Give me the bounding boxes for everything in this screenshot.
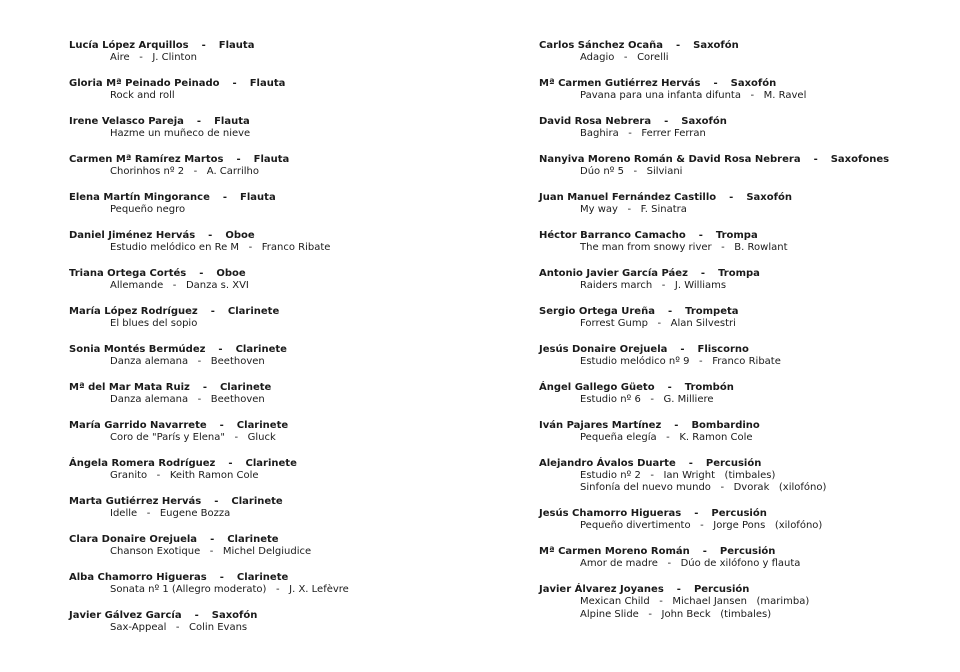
performer-line <box>539 78 949 90</box>
piece-list <box>69 394 499 406</box>
instrument: Trompa <box>718 268 760 279</box>
piece-list <box>539 280 949 292</box>
performer-name: Mª del Mar Mata Ruiz <box>69 382 190 393</box>
performer-name: Alejandro Ávalos Duarte <box>539 458 676 469</box>
piece-line: El blues del sopio <box>110 318 198 330</box>
piece-line: Pequeño negro <box>110 204 186 216</box>
piece-line: Estudio nº 2 - Ian Wright (timbales) <box>580 470 776 482</box>
performer-name: Jesús Donaire Orejuela <box>539 344 668 355</box>
separator: - <box>667 306 673 317</box>
performer-line <box>69 458 499 470</box>
performer-name: Triana Ortega Cortés <box>69 268 187 279</box>
program-entry <box>539 420 949 444</box>
program-entry <box>69 420 499 444</box>
performer-name: Antonio Javier García Páez <box>539 268 688 279</box>
piece-list <box>69 52 499 64</box>
performer-name: Javier Álvarez Joyanes <box>539 584 664 596</box>
separator: - <box>222 192 228 203</box>
program-entry <box>539 230 949 254</box>
performer-name: Ángel Gallego Güeto <box>539 382 655 393</box>
performer-line <box>69 78 499 90</box>
performer-name: Alba Chamorro Higueras <box>69 572 207 583</box>
instrument: Oboe <box>216 268 246 279</box>
program-entry <box>539 458 949 495</box>
performer-name: Carlos Sánchez Ocaña <box>539 40 663 51</box>
instrument: Flauta <box>240 192 276 203</box>
instrument: Percusión <box>711 508 767 520</box>
piece-line: Raiders march - J. Williams <box>580 280 727 292</box>
piece-list <box>539 52 949 64</box>
piece-list <box>69 584 499 596</box>
instrument: Flauta <box>218 40 255 51</box>
piece-list <box>539 356 949 368</box>
piece-list <box>539 90 949 102</box>
piece-line: Chanson Exotique - Michel Delgiudice <box>110 546 312 558</box>
program-entry <box>69 116 499 140</box>
piece-list <box>69 318 499 330</box>
piece-list <box>539 558 949 570</box>
instrument: Flauta <box>249 78 286 89</box>
performer-line <box>69 610 499 622</box>
program-entry <box>69 154 499 178</box>
performer-name: Clara Donaire Orejuela <box>69 534 198 545</box>
program-entry <box>69 230 499 254</box>
performer-name: Marta Gutiérrez Hervás <box>69 496 202 507</box>
separator: - <box>700 268 706 279</box>
piece-line: Estudio melódico nº 9 - Franco Ribate <box>580 356 781 368</box>
piece-line: Pequeña elegía - K. Ramon Cole <box>580 432 753 444</box>
piece-line: Adagio - Corelli <box>580 52 669 64</box>
program-entry <box>69 572 499 596</box>
performer-name: Daniel Jiménez Hervás <box>69 230 196 241</box>
separator: - <box>702 546 707 558</box>
program-entry <box>539 546 949 570</box>
program-entry <box>539 306 949 330</box>
performer-name: Elena Martín Mingorance <box>69 192 210 203</box>
piece-list <box>69 356 499 368</box>
instrument: Saxofón <box>746 192 792 203</box>
piece-list <box>539 394 949 406</box>
separator: - <box>228 458 233 469</box>
piece-line: Pequeño divertimento - Jorge Pons (xilofóno) <box>580 520 823 532</box>
separator: - <box>676 584 681 596</box>
instrument: Clarinete <box>236 572 289 583</box>
piece-list <box>539 596 949 620</box>
instrument: Oboe <box>225 230 255 241</box>
performer-line <box>539 458 949 470</box>
instrument: Bombardino <box>691 420 760 431</box>
performer-line <box>539 546 949 558</box>
piece-line: Sax-Appeal - Colin Evans <box>110 622 248 634</box>
piece-line: Rock and roll <box>110 90 175 102</box>
instrument: Saxofones <box>830 154 890 165</box>
separator: - <box>218 344 223 355</box>
piece-line: Sinfonía del nuevo mundo - Dvorak (xilofóno) <box>580 482 827 494</box>
performer-name: Javier Gálvez García <box>69 610 182 621</box>
separator: - <box>674 420 679 431</box>
performer-line <box>539 420 949 432</box>
performer-line <box>69 154 499 166</box>
program-entry <box>69 40 499 64</box>
instrument: Trompeta <box>685 306 739 317</box>
separator: - <box>713 78 718 89</box>
performer-line <box>69 230 499 242</box>
separator: - <box>688 458 693 469</box>
performer-line <box>69 534 499 546</box>
separator: - <box>232 78 237 89</box>
program-entry <box>69 534 499 558</box>
piece-list <box>69 432 499 444</box>
piece-line: Estudio melódico en Re M - Franco Ribate <box>110 242 331 254</box>
separator: - <box>676 40 681 51</box>
program-entry <box>69 610 499 634</box>
separator: - <box>219 572 224 583</box>
piece-list <box>539 128 949 140</box>
performer-name: María Garrido Navarrete <box>69 420 207 431</box>
instrument: Flauta <box>253 154 290 165</box>
separator: - <box>199 268 204 279</box>
performer-line <box>539 508 949 520</box>
piece-line: Hazme un muñeco de nieve <box>110 128 251 140</box>
performer-line <box>69 420 499 432</box>
instrument: Percusión <box>693 584 750 596</box>
instrument: Clarinete <box>227 534 279 545</box>
piece-list <box>69 242 499 254</box>
piece-line: Dúo nº 5 - Silviani <box>580 166 683 178</box>
performer-name: Sonia Montés Bermúdez <box>69 344 206 355</box>
performer-name: Jesús Chamorro Higueras <box>539 508 682 520</box>
performer-name: Héctor Barranco Camacho <box>539 230 686 241</box>
piece-line: Mexican Child - Michael Jansen (marimba) <box>580 596 810 608</box>
instrument: Trombón <box>684 382 734 393</box>
piece-line: Sonata nº 1 (Allegro moderato) - J. X. Lefèvre <box>110 584 349 596</box>
performer-name: Gloria Mª Peinado Peinado <box>69 78 220 89</box>
performer-line <box>69 192 499 204</box>
program-entry <box>69 458 499 482</box>
separator: - <box>236 154 241 165</box>
piece-line: Danza alemana - Beethoven <box>110 394 265 406</box>
separator: - <box>194 610 199 621</box>
performer-line <box>539 306 949 318</box>
separator: - <box>694 508 699 520</box>
performer-name: Sergio Ortega Ureña <box>539 306 655 317</box>
instrument: Clarinete <box>235 344 287 355</box>
instrument: Clarinete <box>245 458 297 469</box>
performer-line <box>69 116 499 128</box>
performer-line <box>539 116 949 128</box>
program-entry <box>69 306 499 330</box>
instrument: Percusión <box>719 546 776 558</box>
piece-list <box>539 204 949 216</box>
instrument: Saxofón <box>730 78 777 89</box>
instrument: Clarinete <box>227 306 280 317</box>
program-entry <box>539 40 949 64</box>
separator: - <box>729 192 734 203</box>
piece-line: Forrest Gump - Alan Silvestri <box>580 318 736 330</box>
separator: - <box>214 496 219 507</box>
piece-list <box>69 166 499 178</box>
piece-line: Alpine Slide - John Beck (timbales) <box>580 608 772 620</box>
piece-list <box>539 166 949 178</box>
piece-list <box>69 90 499 102</box>
piece-line: Pavana para una infanta difunta - M. Ravel <box>580 90 807 102</box>
piece-line: The man from snowy river - B. Rowlant <box>580 242 788 254</box>
program-entry <box>539 192 949 216</box>
separator: - <box>202 382 207 393</box>
performer-name: Mª Carmen Moreno Román <box>539 546 690 558</box>
separator: - <box>196 116 202 127</box>
program-entry <box>539 382 949 406</box>
program-column-left <box>69 40 499 648</box>
program-entry <box>539 584 949 621</box>
separator: - <box>667 382 672 393</box>
instrument: Flauta <box>214 116 250 127</box>
separator: - <box>680 344 685 355</box>
piece-list <box>539 520 949 532</box>
instrument: Fliscorno <box>697 344 749 355</box>
program-entry <box>539 268 949 292</box>
separator: - <box>219 420 224 431</box>
piece-line: Baghira - Ferrer Ferran <box>580 128 706 140</box>
piece-line: Granito - Keith Ramon Cole <box>110 470 259 482</box>
separator: - <box>210 306 215 317</box>
performer-name: Lucía López Arquillos <box>69 40 189 51</box>
performer-line <box>539 230 949 242</box>
program-entry <box>69 344 499 368</box>
program-column-right <box>539 40 949 634</box>
piece-line: Estudio nº 6 - G. Milliere <box>580 394 714 406</box>
separator: - <box>208 230 213 241</box>
program-entry <box>69 496 499 520</box>
performer-name: Juan Manuel Fernández Castillo <box>539 192 717 203</box>
piece-list <box>69 470 499 482</box>
program-entry <box>539 508 949 532</box>
instrument: Clarinete <box>219 382 272 393</box>
piece-line: My way - F. Sinatra <box>580 204 687 216</box>
performer-line <box>539 268 949 280</box>
piece-line: Aire - J. Clinton <box>110 52 197 64</box>
program-entry <box>69 268 499 292</box>
program-entry <box>539 154 949 178</box>
piece-list <box>69 280 499 292</box>
performer-line <box>539 344 949 356</box>
instrument: Trompa <box>715 230 758 241</box>
piece-list <box>539 318 949 330</box>
performer-line <box>539 192 949 204</box>
performer-line <box>69 40 499 52</box>
performer-name: Ángela Romera Rodríguez <box>69 458 216 469</box>
program-entry <box>539 116 949 140</box>
piece-line: Amor de madre - Dúo de xilófono y flauta <box>580 558 801 570</box>
separator: - <box>664 116 669 127</box>
instrument: Clarinete <box>231 496 283 507</box>
performer-name: Carmen Mª Ramírez Martos <box>69 154 224 165</box>
piece-list <box>69 128 499 140</box>
separator: - <box>813 154 818 165</box>
piece-list <box>539 242 949 254</box>
piece-line: Allemande - Danza s. XVI <box>110 280 249 292</box>
program-entry <box>69 78 499 102</box>
performer-line <box>69 268 499 280</box>
performer-line <box>539 584 949 596</box>
piece-line: Danza alemana - Beethoven <box>110 356 265 368</box>
separator: - <box>201 40 206 51</box>
piece-line: Idelle - Eugene Bozza <box>110 508 231 520</box>
program-entry <box>69 382 499 406</box>
instrument: Saxofón <box>693 40 739 51</box>
performer-line <box>69 306 499 318</box>
instrument: Saxofón <box>211 610 258 621</box>
performer-line <box>69 572 499 584</box>
piece-list <box>69 622 499 634</box>
performer-line <box>69 344 499 356</box>
piece-line: Chorinhos nº 2 - A. Carrilho <box>110 166 259 178</box>
performer-line <box>539 154 949 166</box>
program-entry <box>69 192 499 216</box>
piece-list <box>69 546 499 558</box>
performer-name: Iván Pajares Martínez <box>539 420 662 431</box>
performer-name: Mª Carmen Gutiérrez Hervás <box>539 78 701 89</box>
instrument: Percusión <box>705 458 762 469</box>
piece-list <box>69 204 499 216</box>
separator: - <box>698 230 703 241</box>
performer-name: Irene Velasco Pareja <box>69 116 184 127</box>
piece-list <box>539 432 949 444</box>
performer-line <box>69 496 499 508</box>
instrument: Clarinete <box>236 420 289 431</box>
performer-name: Nanyiva Moreno Román & David Rosa Nebrera <box>539 154 801 165</box>
performer-line <box>539 40 949 52</box>
program-entry <box>539 344 949 368</box>
instrument: Saxofón <box>681 116 727 127</box>
performer-line <box>69 382 499 394</box>
piece-list <box>69 508 499 520</box>
performer-name: María López Rodríguez <box>69 306 198 317</box>
piece-list <box>539 470 949 494</box>
separator: - <box>210 534 215 545</box>
piece-line: Coro de "París y Elena" - Gluck <box>110 432 276 444</box>
performer-line <box>539 382 949 394</box>
program-entry <box>539 78 949 102</box>
performer-name: David Rosa Nebrera <box>539 116 652 127</box>
